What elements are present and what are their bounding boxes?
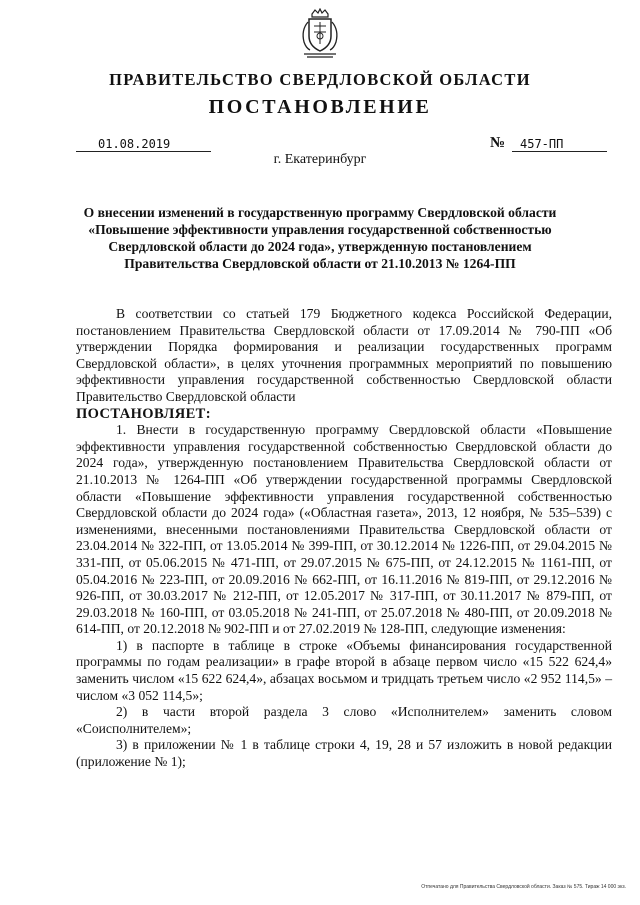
- document-title: О внесении изменений в государственную программу Свердловской области «Повышение эффективности управления государственной собственностью Свердловской области до 2024 года», утвержденную постановлением Правительства Свердловской области от 21.10.2013 № 1264-ПП: [83, 205, 557, 271]
- preamble-paragraph: В соответствии со статьей 179 Бюджетного кодекса Российской Федерации, постановлением Правительства Свердловской области от 17.09.2014 № 790-ПП «Об утверждении Порядка формирования и реализации государственных программ Свердловской области», в целях уточнения программных мероприятий по повышению эффективности управления государственной собственностью Свердловской области Правительство Свердловской области: [76, 306, 612, 404]
- document-date: 01.08.2019: [76, 137, 211, 152]
- document-type: ПОСТАНОВЛЕНИЕ: [208, 96, 432, 118]
- number-label: №: [490, 135, 506, 151]
- city-line: г. Екатеринбург: [273, 152, 367, 167]
- print-footer: Отпечатано для Правительства Свердловской области. Заказ № 575. Тираж 14 000 экз.: [421, 884, 626, 890]
- document-number: 457-ПП: [512, 137, 607, 152]
- item-1-paragraph: 1. Внести в государственную программу Свердловской области «Повышение эффективности управления государственной собственностью Свердловской области до 2024 года», утвержденную постановлением Правительства Свердловской области от 21.10.2013 № 1264-ПП «Об утверждении государственной программы Свердловской области «Повышение эффективности управления государственной собственностью Свердловской области до 2024 года» («Областная газета», 2013, 12 ноября, № 535–539) с изменениями, внесенными постановлениями Правительства Свердловской области от 23.04.2014 № 322-ПП, от 13.05.2014 № 399-ПП, от 30.12.2014 № 1226-ПП, от 29.04.2015 № 331-ПП, от 05.06.2015 № 471-ПП, от 29.07.2015 № 675-ПП, от 24.12.2015 № 1161-ПП, от 05.04.2016 № 223-ПП, от 20.09.2016 № 662-ПП, от 16.11.2016 № 819-ПП, от 29.12.2016 № 926-ПП, от 30.03.2017 № 212-ПП, от 12.05.2017 № 317-ПП, от 30.11.2017 № 879-ПП, от 29.03.2018 № 160-ПП, от 03.05.2018 № 241-ПП, от 25.07.2018 № 480-ПП, от 20.09.2018 № 614-ПП, от 20.12.2018 № 902-ПП и от 27.02.2019 № 128-ПП, следующие изменения:: [76, 422, 612, 637]
- subitem-3-paragraph: 3) в приложении № 1 в таблице строки 4, 19, 28 и 57 изложить в новой редакции (приложение № 1);: [76, 737, 612, 770]
- coat-of-arms-icon: [298, 8, 342, 60]
- subitem-2-paragraph: 2) в части второй раздела 3 слово «Исполнителем» заменить словом «Соисполнителем»;: [76, 704, 612, 736]
- resolves-heading: ПОСТАНОВЛЯЕТ:: [76, 405, 211, 422]
- organization-name: ПРАВИТЕЛЬСТВО СВЕРДЛОВСКОЙ ОБЛАСТИ: [109, 70, 531, 89]
- subitem-1-paragraph: 1) в паспорте в таблице в строке «Объемы финансирования государственной программы по годам реализации» в графе второй в абзаце первом число «15 522 624,4» заменить числом «15 622 624,4», абзацах восьмом и тридцать третьем число «2 952 114,5» – числом «3 052 114,5»;: [76, 637, 612, 703]
- document-body: [76, 306, 612, 771]
